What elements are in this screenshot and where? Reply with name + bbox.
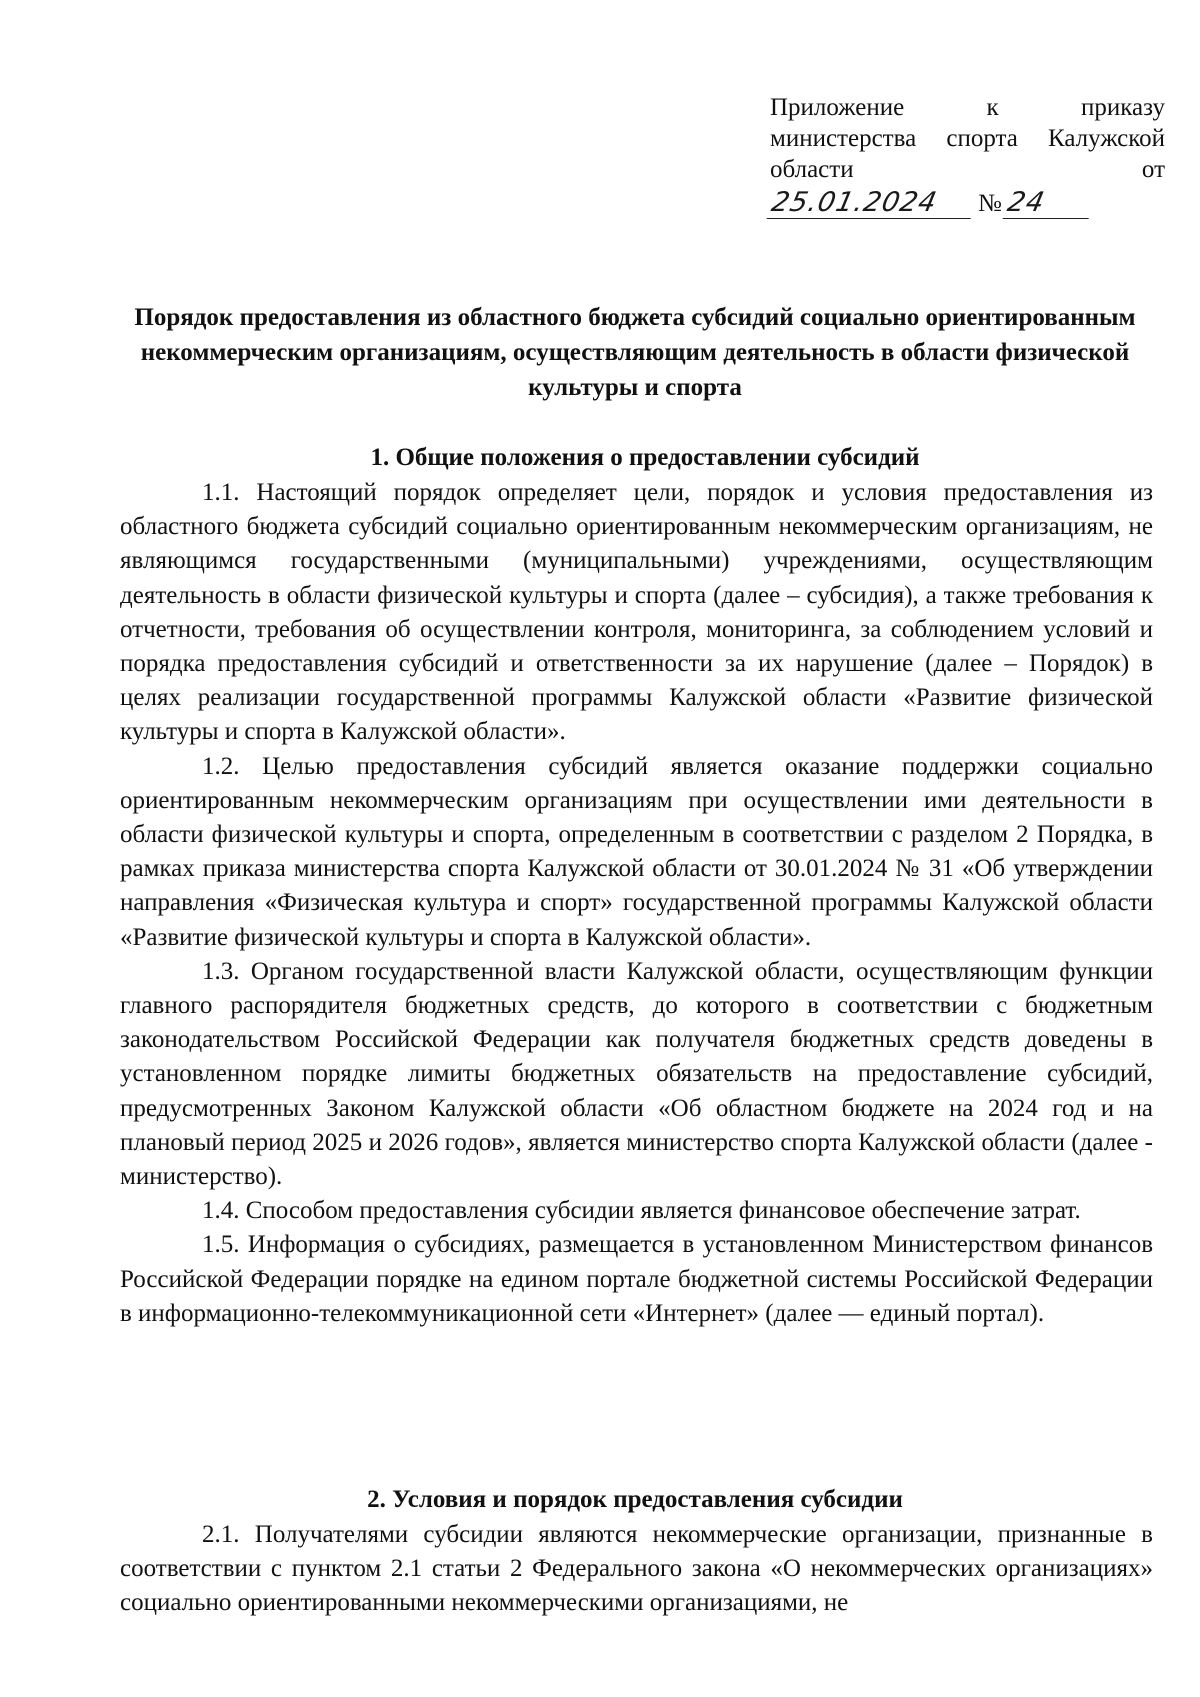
- order-date-number: [770, 187, 1165, 219]
- number-sign: №: [978, 190, 1002, 217]
- document-title: Порядок предоставления из областного бюджета субсидий социально ориентированным некоммерческим организациям, осуществляющим деятельность в области физической культуры и спорта: [134, 304, 1136, 401]
- appendix-line-3: области от: [770, 156, 1165, 183]
- handwritten-number: 24: [1002, 187, 1095, 219]
- paragraph-1-1: 1.1. Настоящий порядок определяет цели, порядок и условия предоставления из областного бюджета субсидий социально ориентированным некоммерческим организациям, не являющимся государственными (муниципальными) учреждениями, осуществляющим деятельность в области физической культуры и спорта (далее – субсидия), а также требования к отчетности, требования об осуществлении контроля, мониторинга, за соблюдением условий и порядка предоставления субсидий и ответственности за их нарушение (далее – Порядок) в целях реализации государственной программы Калужской области «Развитие физической культуры и спорта в Калужской области».: [120, 479, 1153, 746]
- paragraph-1-4: 1.4. Способом предоставления субсидии является финансовое обеспечение затрат.: [202, 1197, 1081, 1225]
- handwritten-date: 25.01.2024: [767, 187, 978, 219]
- appendix-line-1: Приложение к приказу: [770, 94, 1165, 121]
- paragraph-1-5: 1.5. Информация о субсидиях, размещается в установленном Министерством финансов Российской Федерации порядке на едином портале бюджетной системы Российской Федерации в информационно-телекоммуникационной сети «Интернет» (далее — единый портал).: [120, 1231, 1153, 1327]
- section-2-body: [120, 1518, 1153, 1621]
- section-1-body: [120, 476, 1153, 1331]
- paragraph-1-3: 1.3. Органом государственной власти Калужской области, осуществляющим функции главного распорядителя бюджетных средств, до которого в соответствии с бюджетным законодательством Российской Федерации как получателя бюджетных средств доведены в установленном порядке лимиты бюджетных обязательств на предоставление субсидий, предусмотренных Законом Калужской области «Об областном бюджете на 2024 год и на плановый период 2025 и 2026 годов», является министерство спорта Калужской области (далее - министерство).: [120, 957, 1153, 1191]
- appendix-line-2: министерства спорта Калужской: [770, 125, 1165, 152]
- paragraph-2-1: 2.1. Получателями субсидии являются некоммерческие организации, признанные в соответствии с пунктом 2.1 статьи 2 Федерального закона «О некоммерческих организациях» социально ориентированными некоммерческими организациями, не: [120, 1521, 1153, 1617]
- section-2-heading: 2. Условия и порядок предоставления субсидии: [367, 1486, 903, 1513]
- paragraph-1-2: 1.2. Целью предоставления субсидий является оказание поддержки социально ориентированным некоммерческим организациям при осуществлении ими деятельности в области физической культуры и спорта, определенным в соответствии с разделом 2 Порядка, в рамках приказа министерства спорта Калужской области от 30.01.2024 № 31 «Об утверждении направления «Физическая культура и спорт» государственной программы Калужской области «Развитие физической культуры и спорта в Калужской области».: [120, 752, 1153, 951]
- section-1-heading: 1. Общие положения о предоставлении субсидий: [370, 444, 920, 471]
- appendix-reference: [770, 92, 1165, 219]
